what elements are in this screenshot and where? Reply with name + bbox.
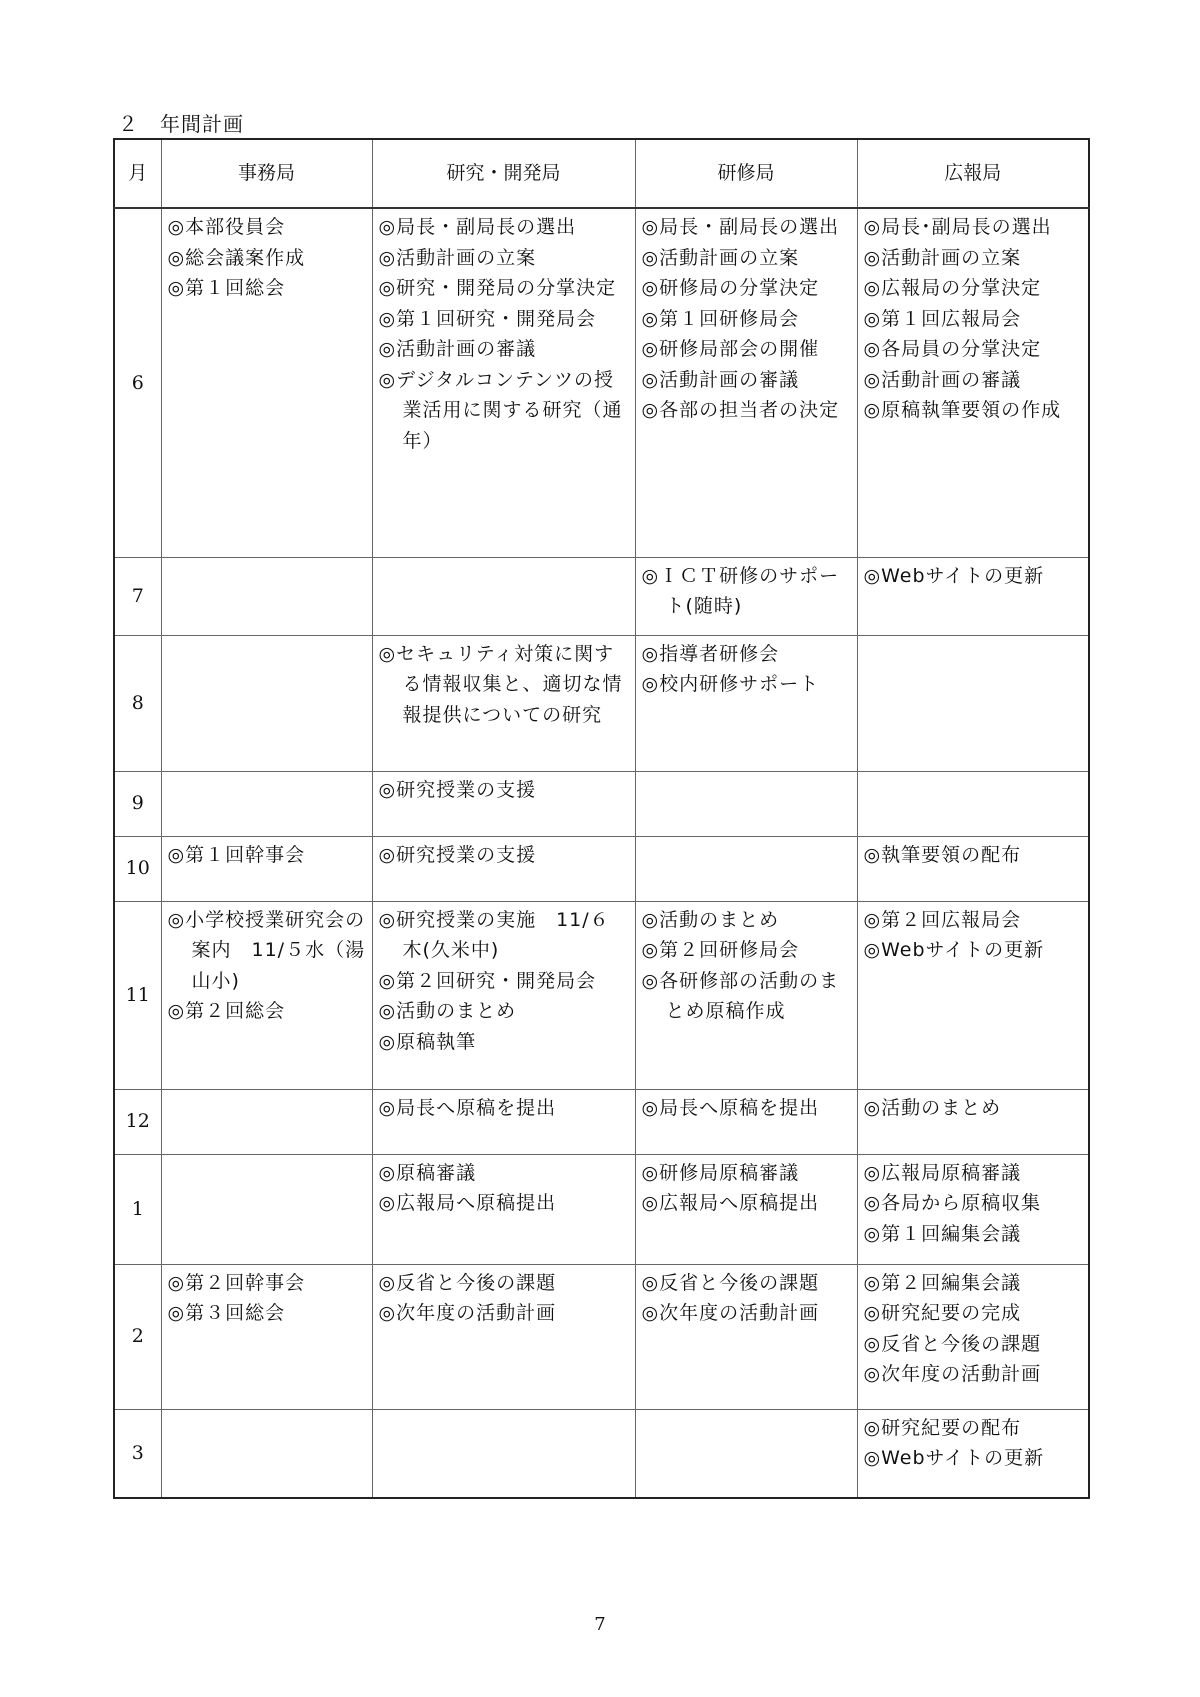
list-item: ◎第２回広報局会 <box>863 908 1022 931</box>
table-row <box>114 1154 1089 1264</box>
list-item: ◎Webサイトの更新 <box>863 939 1045 961</box>
research-development-cell <box>372 771 635 836</box>
list-item: ◎原稿審議 <box>378 1161 477 1184</box>
list-item: ◎活動のまとめ <box>863 1096 1002 1119</box>
list-item: ◎セキュリティ対策に関する情報収集と、適切な情報提供についての研究 <box>378 642 623 726</box>
column-header-research-development: 研究・開発局 <box>372 139 635 208</box>
list-item: ◎広報局の分掌決定 <box>863 277 1042 299</box>
list-item: ◎研究・開発局の分掌決定 <box>378 277 617 299</box>
research-development-cell <box>372 557 635 635</box>
research-development-cell <box>372 1264 635 1409</box>
list-item: ◎局長へ原稿を提出 <box>378 1096 557 1119</box>
training-cell <box>635 557 857 635</box>
column-header-training: 研修局 <box>635 139 857 208</box>
public-relations-cell <box>857 635 1089 771</box>
public-relations-cell <box>857 1264 1089 1409</box>
public-relations-cell <box>857 208 1089 557</box>
secretariat-cell <box>161 1089 372 1154</box>
list-item: ◎次年度の活動計画 <box>378 1302 557 1324</box>
public-relations-cell <box>857 771 1089 836</box>
list-item: ◎研究紀要の完成 <box>863 1302 1022 1324</box>
list-item: ◎局長・副局長の選出 <box>641 216 840 238</box>
list-item: ◎総会議案作成 <box>167 246 306 269</box>
list-item: ◎小学校授業研究会の案内 11/５水（湯山小) <box>167 908 366 992</box>
list-item: ◎研修局の分掌決定 <box>641 277 820 299</box>
list-item: ◎第２回編集会議 <box>863 1271 1022 1294</box>
month-cell: 10 <box>114 836 161 901</box>
table-row <box>114 1089 1089 1154</box>
list-item: ◎第１回編集会議 <box>863 1222 1022 1245</box>
public-relations-cell <box>857 901 1089 1089</box>
list-item: ◎広報局へ原稿提出 <box>641 1192 820 1214</box>
list-item: ◎第１回総会 <box>167 277 286 299</box>
list-item: ◎研究授業の実施 11/６木(久米中) <box>378 908 610 961</box>
table-row <box>114 635 1089 771</box>
table-row <box>114 771 1089 836</box>
list-item: ◎第１回幹事会 <box>167 843 306 866</box>
secretariat-cell <box>161 1154 372 1264</box>
section-title: ２ 年間計画 <box>118 112 244 136</box>
training-cell <box>635 1154 857 1264</box>
list-item: ◎研究授業の支援 <box>378 778 537 801</box>
month-cell: 1 <box>114 1154 161 1264</box>
training-cell <box>635 208 857 557</box>
list-item: ◎第２回幹事会 <box>167 1271 306 1294</box>
table-row <box>114 836 1089 901</box>
table-row <box>114 901 1089 1089</box>
list-item: ◎活動計画の立案 <box>863 246 1022 269</box>
list-item: ◎研修局原稿審議 <box>641 1161 800 1184</box>
list-item: ◎反省と今後の課題 <box>641 1271 820 1294</box>
list-item: ◎第１回広報局会 <box>863 307 1022 330</box>
list-item: ◎活動のまとめ <box>641 908 780 931</box>
secretariat-cell <box>161 208 372 557</box>
month-cell: 11 <box>114 901 161 1089</box>
list-item: ◎各局員の分掌決定 <box>863 338 1042 360</box>
list-item: ◎広報局原稿審議 <box>863 1161 1022 1184</box>
training-cell <box>635 635 857 771</box>
public-relations-cell <box>857 1089 1089 1154</box>
month-cell: 3 <box>114 1409 161 1498</box>
list-item: ◎指導者研修会 <box>641 642 780 665</box>
training-cell <box>635 1089 857 1154</box>
research-development-cell <box>372 901 635 1089</box>
list-item: ◎Webサイトの更新 <box>863 1447 1045 1469</box>
secretariat-cell <box>161 901 372 1089</box>
training-cell <box>635 836 857 901</box>
list-item: ◎第１回研修局会 <box>641 307 800 330</box>
list-item: ◎局長・副局長の選出 <box>378 216 577 238</box>
list-item: ◎各部の担当者の決定 <box>641 399 840 421</box>
list-item: ◎第２回研修局会 <box>641 939 800 961</box>
public-relations-cell <box>857 557 1089 635</box>
month-cell: 2 <box>114 1264 161 1409</box>
table-body <box>114 208 1089 1498</box>
list-item: ◎活動のまとめ <box>378 1000 517 1022</box>
research-development-cell <box>372 1154 635 1264</box>
research-development-cell <box>372 635 635 771</box>
list-item: ◎広報局へ原稿提出 <box>378 1192 557 1214</box>
list-item: ◎原稿執筆 <box>378 1030 477 1053</box>
training-cell <box>635 901 857 1089</box>
training-cell <box>635 1264 857 1409</box>
secretariat-cell <box>161 771 372 836</box>
list-item: ◎活動計画の審議 <box>863 368 1022 391</box>
secretariat-cell <box>161 635 372 771</box>
month-cell: 12 <box>114 1089 161 1154</box>
secretariat-cell <box>161 1409 372 1498</box>
research-development-cell <box>372 208 635 557</box>
month-cell: 8 <box>114 635 161 771</box>
list-item: ◎執筆要領の配布 <box>863 843 1022 866</box>
list-item: ◎活動計画の立案 <box>378 246 537 269</box>
list-item: ◎第１回研究・開発局会 <box>378 307 597 330</box>
list-item: ◎校内研修サポート <box>641 673 820 695</box>
page-number: 7 <box>594 1614 606 1635</box>
list-item: ◎第２回総会 <box>167 1000 286 1022</box>
list-item: ◎反省と今後の課題 <box>378 1271 557 1294</box>
public-relations-cell <box>857 836 1089 901</box>
public-relations-cell <box>857 1154 1089 1264</box>
research-development-cell <box>372 1089 635 1154</box>
table-row <box>114 557 1089 635</box>
list-item: ◎次年度の活動計画 <box>641 1302 820 1324</box>
list-item: ◎第２回研究・開発局会 <box>378 969 597 992</box>
list-item: ◎活動計画の審議 <box>641 368 800 391</box>
list-item: ◎活動計画の立案 <box>641 246 800 269</box>
public-relations-cell <box>857 1409 1089 1498</box>
column-header-public-relations: 広報局 <box>857 139 1089 208</box>
secretariat-cell <box>161 836 372 901</box>
list-item: ◎次年度の活動計画 <box>863 1363 1042 1385</box>
month-cell: 6 <box>114 208 161 557</box>
research-development-cell <box>372 1409 635 1498</box>
table-row <box>114 208 1089 557</box>
list-item: ◎局長へ原稿を提出 <box>641 1096 820 1119</box>
secretariat-cell <box>161 1264 372 1409</box>
table-row <box>114 1264 1089 1409</box>
list-item: ◎Webサイトの更新 <box>863 564 1045 587</box>
annual-plan-table <box>113 138 1090 1499</box>
list-item: ◎反省と今後の課題 <box>863 1332 1042 1355</box>
list-item: ◎研究授業の支援 <box>378 843 537 866</box>
column-header-secretariat: 事務局 <box>161 139 372 208</box>
table-header-row <box>114 139 1089 208</box>
list-item: ◎各研修部の活動のまとめ原稿作成 <box>641 969 840 1022</box>
list-item: ◎各局から原稿収集 <box>863 1192 1042 1214</box>
list-item: ◎デジタルコンテンツの授業活用に関する研究（通年） <box>378 368 623 452</box>
month-cell: 7 <box>114 557 161 635</box>
secretariat-cell <box>161 557 372 635</box>
column-header-month: 月 <box>114 139 161 208</box>
list-item: ◎研修局部会の開催 <box>641 338 820 360</box>
list-item: ◎活動計画の審議 <box>378 338 537 360</box>
list-item: ◎局長･副局長の選出 <box>863 216 1052 238</box>
list-item: ◎第３回総会 <box>167 1302 286 1324</box>
list-item: ◎研究紀要の配布 <box>863 1416 1022 1439</box>
list-item: ◎ＩＣＴ研修のサポート(随時) <box>641 564 840 617</box>
month-cell: 9 <box>114 771 161 836</box>
training-cell <box>635 1409 857 1498</box>
list-item: ◎原稿執筆要領の作成 <box>863 399 1062 421</box>
table-row <box>114 1409 1089 1498</box>
research-development-cell <box>372 836 635 901</box>
list-item: ◎本部役員会 <box>167 216 286 238</box>
training-cell <box>635 771 857 836</box>
